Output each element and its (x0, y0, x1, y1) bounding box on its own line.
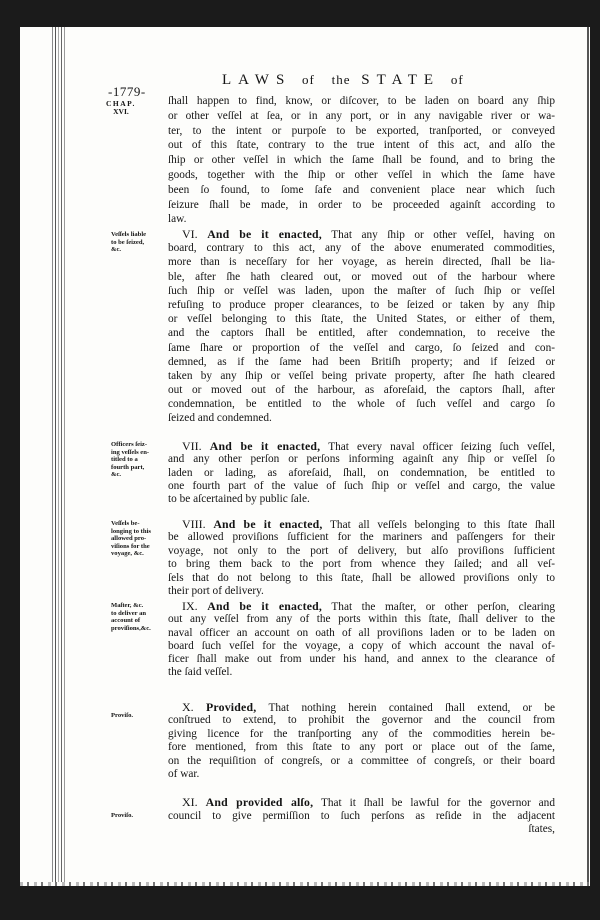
section-number: VI. (182, 227, 198, 241)
section-number: IX. (182, 599, 198, 613)
margin-note-line: voyage, &c. (111, 550, 144, 558)
section-text: That it ſhall be lawful for the governor and (320, 797, 555, 809)
text-line: ficer ſhall make out from under his hand, and annex to the clearance of (168, 653, 555, 666)
section-text: That all veſſels belonging to this ſtate ſhall (330, 519, 555, 531)
section-lead-words: And be it enacted, (207, 599, 323, 613)
text-line: ſtates, (528, 823, 555, 835)
text-line: to be aſcertained by public ſale. (168, 493, 310, 506)
section-viii (168, 518, 555, 598)
margin-note (111, 602, 167, 632)
text-line: council to give permiſſion to ſuch perſons as reſide in the adjacent (168, 809, 555, 822)
section-x (168, 701, 555, 781)
running-title (222, 72, 470, 89)
section-ix (168, 600, 555, 680)
section-number: XI. (182, 795, 198, 809)
margin-note-line: Maſter, &c. (111, 602, 144, 609)
margin-note-line: to be ſeized, (111, 238, 145, 246)
text-line: ter, to the intent or purpoſe to be exported, tranſported, or conveyed (168, 124, 555, 137)
text-line: be allowed proviſions ſufficient for the mariners and paſſengers for their (168, 531, 555, 544)
section-text: That the maſter, or other perſon, clearing (331, 601, 556, 613)
margin-note-line: &c. (111, 246, 122, 254)
text-line: conſtrued to extend, to prohibit the governor and the council from (168, 714, 555, 727)
text-line: or other veſſel at ſea, or in any port, or in any navigable river or wa- (168, 109, 555, 122)
section-lead-words: And provided alſo, (205, 795, 314, 809)
margin-note-line: ing veſſels en- (111, 448, 150, 456)
page-stack-edge (52, 27, 53, 885)
section-text: That every naval officer ſeizing ſuch veſſel, (328, 441, 556, 453)
text-line: ſeizure ſhall be made, in order to be proceeded againſt according to (168, 198, 555, 211)
text-line: fore mentioned, from this ſtate to any port or place out of the ſame, (168, 741, 555, 754)
margin-note-line: viſions for the (111, 542, 150, 550)
text-line: board ſuch veſſel for the voyage, a copy of which account the naval of- (168, 639, 555, 652)
text-line: and the captors ſhall be entitled, after condemnation, to receive the (168, 327, 555, 340)
margin-note (111, 231, 167, 254)
text-line: goods, together with the ſhip or other veſſel in which the ſame have (168, 168, 555, 181)
chapter-number: XVI. (113, 107, 129, 116)
text-line: on the requiſition of congreſs, or a committee of congreſs, or their board (168, 754, 555, 767)
margin-note-line: Proviſo. (111, 712, 134, 719)
opening-paragraph (168, 94, 555, 227)
text-line: their port of delivery. (168, 584, 264, 597)
margin-note-line: Officers ſeiz- (111, 441, 148, 448)
text-line: board, contrary to this act, any of the above enumerated commodities, (168, 242, 555, 255)
text-line: ſels that do not belong to this ſtate, ſhall be allowed proviſions only to (168, 571, 555, 584)
page-stack-edge (64, 27, 65, 885)
text-line: giving licence for the tranſporting any of the commodities herein be- (168, 727, 555, 740)
margin-note-line: longing to this (111, 527, 151, 535)
page-bottom-edge (20, 882, 590, 886)
text-line: ſuch ſhip or veſſel was laden, upon the maſter of ſuch ſhip or veſſel (168, 284, 555, 297)
text-line: ſhall happen to find, know, or diſcover, to be laden on board any ſhip (168, 95, 555, 107)
section-text: That nothing herein contained ſhall extend, or be (268, 702, 555, 714)
margin-note-line: account of (111, 617, 141, 625)
text-line: laden or lading, as aforeſaid, ſhall, on condemnation, be entitled to (168, 466, 555, 479)
page-stack-edge (55, 27, 56, 885)
margin-note (111, 712, 167, 720)
text-line: taken by any ſhip or veſſel being private property, after ſhe hath cleared (168, 369, 555, 382)
section-number: X. (182, 700, 194, 714)
margin-note (111, 812, 167, 820)
text-line: law. (168, 213, 187, 226)
text-line: or veſſel belonging to this ſtate, the United States, or either of them, (168, 313, 555, 326)
margin-note-line: Veſſels liable (111, 231, 147, 238)
text-line: ble, after ſhe hath cleared out, or moved out of the harbour where (168, 270, 555, 283)
text-line: ſhip or other veſſel in which the ſame ſhall be found, and to bring the (168, 154, 555, 167)
text-line: ſame ſhare or proportion of the veſſel and cargo, ſo ſeized and con- (168, 341, 555, 354)
page-stack-edge (61, 27, 62, 885)
text-line: out of this ſtate, contrary to the true intent of this act, and alſo the (168, 139, 555, 152)
text-line: voyage, not only to the port of delivery, but alſo proviſions ſufficient (168, 544, 555, 557)
section-first-line (168, 227, 555, 241)
margin-note-line: titled to a (111, 456, 138, 464)
margin-note (111, 441, 167, 479)
text-line: out any veſſel from any of the ports within this ſtate, ſhall deliver to the (168, 613, 555, 626)
section-vii (168, 440, 555, 506)
text-line: been ſo found, to ſome ſafe and convenient place near which ſuch (168, 183, 555, 196)
section-lead-words: And be it enacted, (209, 439, 321, 453)
text-line: refuſing to produce proper clearances, to be ſeized or taken by any ſhip (168, 298, 555, 311)
text-line: ſeized and condemned. (168, 412, 272, 425)
section-first-line (168, 600, 555, 613)
title-state: STATE (361, 72, 441, 88)
year-heading: -1779- (108, 84, 146, 99)
title-of-2: of (450, 72, 464, 87)
section-first-line (168, 440, 555, 453)
margin-note-line: to deliver an (111, 609, 147, 617)
text-line: naval officer an account on oath of all proviſions laden or to be laden on (168, 626, 555, 639)
text-line: of war. (168, 767, 200, 780)
text-line: more than is neceſſary for her voyage, as herein directed, ſhall be lia- (168, 256, 555, 269)
section-first-line (168, 701, 555, 714)
text-line: condemnation, be entitled to the whole of ſuch veſſel and cargo ſo (168, 398, 555, 411)
margin-note-line: Proviſo. (111, 812, 134, 819)
text-line: one fourth part of the value of ſuch ſhip or veſſel and cargo, the value (168, 479, 555, 492)
margin-note-line: allowed pro- (111, 535, 147, 543)
margin-note (111, 520, 167, 558)
section-lead-words: Provided, (205, 700, 257, 714)
section-number: VIII. (182, 517, 206, 531)
title-of: of (302, 72, 315, 87)
section-first-line (168, 518, 555, 531)
text-line: and any other perſon or perſons informing againſt any ſhip or veſſel ſo (168, 453, 555, 466)
margin-note-line: Veſſels be- (111, 520, 140, 527)
text-line: out or moved out of the harbour, as aforeſaid, the captors ſhall, after (168, 384, 555, 397)
section-vi (168, 227, 555, 426)
margin-note-line: proviſions,&c. (111, 624, 151, 632)
page-right-edge (587, 27, 589, 885)
margin-note-line: fourth part, (111, 463, 145, 471)
section-number: VII. (182, 439, 202, 453)
section-lead-words: And be it enacted, (213, 517, 323, 531)
text-line: demned, as if the ſame had been Britiſh property; and if ſeized or (168, 355, 555, 368)
section-lead-words: And be it enacted, (207, 227, 322, 241)
title-laws: LAWS (222, 72, 292, 88)
page-stack-edge (58, 27, 59, 885)
chapter-label: CHAP. (106, 99, 136, 108)
text-line: the ſaid veſſel. (168, 666, 233, 679)
section-xi (168, 796, 555, 837)
margin-note-line: &c. (111, 471, 122, 479)
text-line: to bring them back to the port from whence they ſailed; and all veſ- (168, 558, 555, 571)
chapter-marker (106, 100, 136, 116)
section-text: That any ſhip or other veſſel, having on (331, 229, 555, 241)
title-the: the (331, 72, 351, 87)
section-first-line (168, 796, 555, 810)
